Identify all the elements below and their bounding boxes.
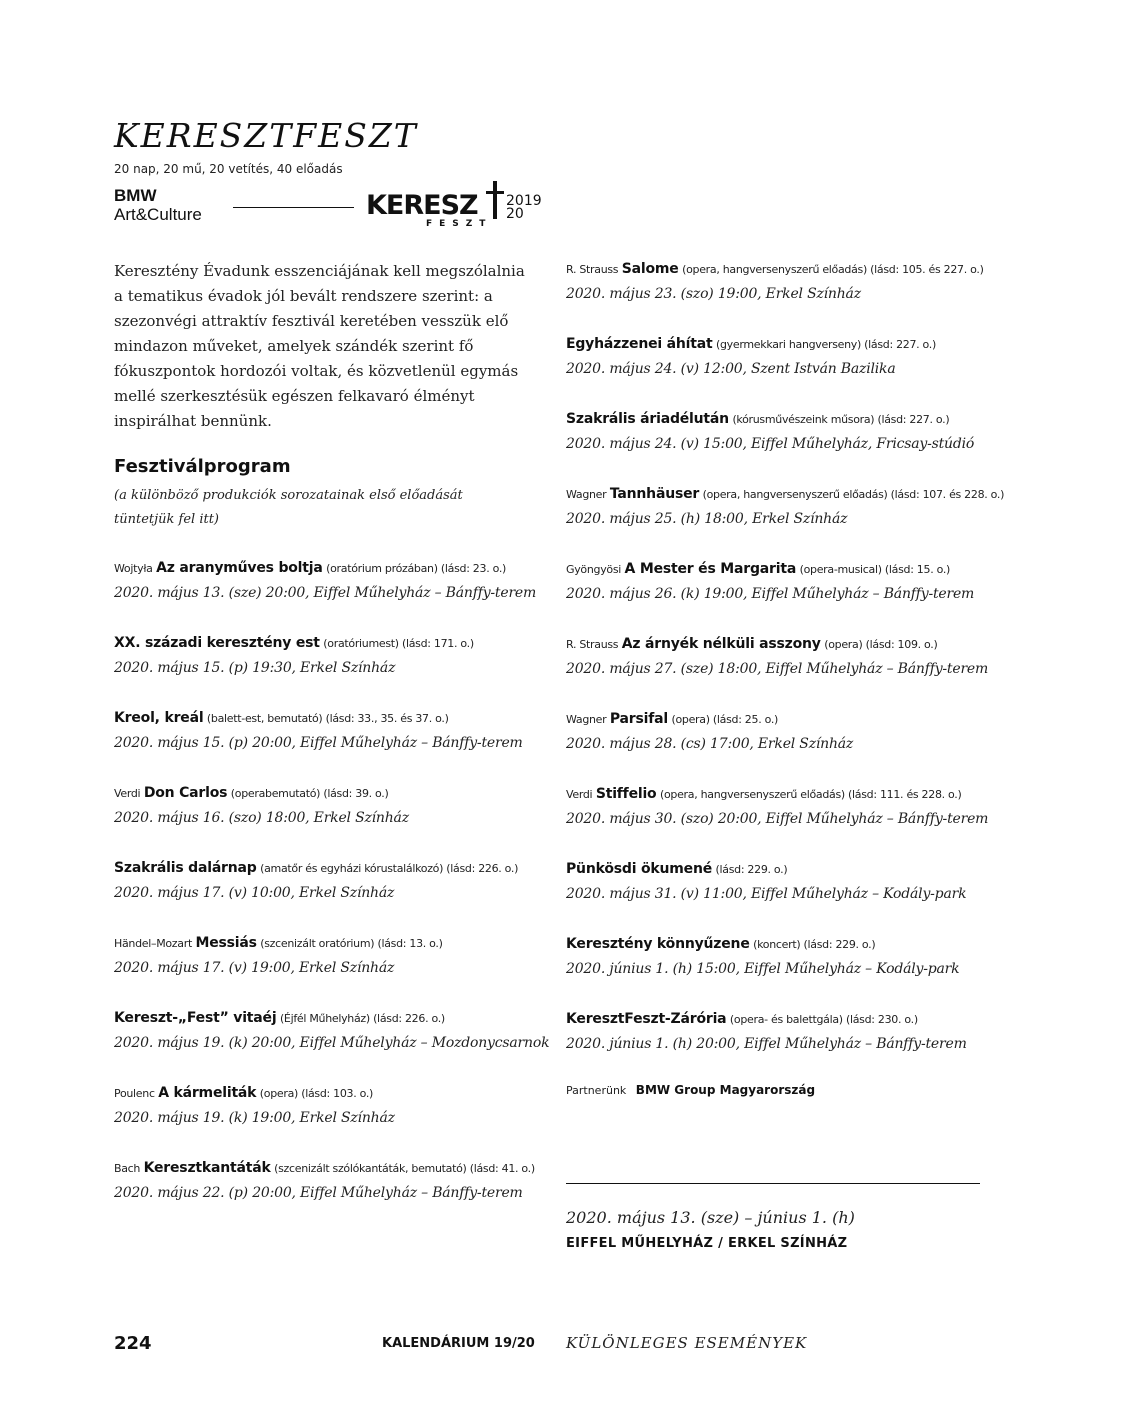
event-heading [566,783,988,805]
event-date-venue: 2020. június 1. (h) 20:00, Eiffel Műhelyház – Bánffy-terem [566,1036,967,1052]
event-date-venue: 2020. május 16. (szo) 18:00, Erkel Színház [114,810,409,826]
event-date-venue: 2020. május 23. (szo) 19:00, Erkel Színház [566,286,861,302]
event-heading [114,932,443,954]
event-composer: R. Strauss [566,263,619,276]
section-title: KÜLÖNLEGES ESEMÉNYEK [566,1334,808,1352]
event-description: (operabemutató) (lásd: 39. o.) [230,787,389,800]
event-date-venue: 2020. május 28. (cs) 17:00, Erkel Színház [566,736,854,752]
event-description: (opera- és balettgála) (lásd: 230. o.) [729,1013,918,1026]
program-event [566,858,966,905]
event-title: Szakrális dalárnap [114,860,257,876]
program-event [566,708,853,755]
event-description: (opera-musical) (lásd: 15. o.) [799,563,951,576]
program-event [114,782,409,829]
event-date-venue: 2020. május 13. (sze) 20:00, Eiffel Műhelyház – Bánffy-terem [114,585,537,601]
event-title: Don Carlos [143,785,228,801]
event-composer: Gyöngyösi [566,563,622,576]
event-date-venue: 2020. május 19. (k) 20:00, Eiffel Műhelyház – Mozdonycsarnok [114,1035,550,1051]
event-title: Keresztkantáták [143,1160,271,1176]
event-heading [566,633,988,655]
program-event [566,633,988,680]
event-description: (oratórium prózában) (lásd: 23. o.) [326,562,507,575]
event-composer: R. Strauss [566,638,619,651]
bmw-art-culture-logo [114,186,202,224]
cross-icon [493,181,497,219]
page-number: 224 [114,1333,152,1354]
event-title: Az aranyműves boltja [156,560,323,576]
event-title: KeresztFeszt-Zárória [566,1011,727,1027]
event-title: Tannhäuser [609,486,700,502]
program-event [114,1007,549,1054]
event-description: (opera) (lásd: 25. o.) [671,713,779,726]
event-composer: Wagner [566,713,607,726]
event-description: (opera) (lásd: 103. o.) [259,1087,374,1100]
event-title: Kereszt-„Fest” vitaéj [114,1010,277,1026]
event-heading [114,1157,535,1179]
event-description: (opera) (lásd: 109. o.) [824,638,938,651]
program-event [566,483,1004,530]
event-heading [114,632,474,654]
program-event [114,557,536,604]
event-description: (oratóriumest) (lásd: 171. o.) [323,637,474,650]
event-heading [114,782,409,804]
event-heading [566,933,959,955]
event-composer: Verdi [114,787,141,800]
event-title: A Mester és Margarita [624,561,797,577]
program-event [114,1157,535,1204]
event-heading [114,707,523,729]
event-date-venue: 2020. május 22. (p) 20:00, Eiffel Műhelyház – Bánffy-terem [114,1185,523,1201]
partner-name: BMW Group Magyarország [635,1083,816,1097]
event-title: A kármeliták [158,1085,257,1101]
program-event [114,857,518,904]
event-description: (balett-est, bemutató) (lásd: 33., 35. és 37. o.) [206,712,449,725]
event-heading [114,1082,395,1104]
program-event [114,632,474,679]
festival-dates: 2020. május 13. (sze) – június 1. (h) [566,1208,855,1227]
event-date-venue: 2020. május 27. (sze) 18:00, Eiffel Műhelyház – Bánffy-terem [566,661,989,677]
event-heading [566,408,974,430]
event-title: Kreol, kreál [114,710,204,726]
closing-divider [566,1183,980,1184]
event-description: (szcenizált szólókantáták, bemutató) (lásd: 41. o.) [274,1162,535,1175]
event-description: (amatőr és egyházi kórustalálkozó) (lásd: 226. o.) [260,862,519,875]
event-composer: Wojtyła [114,562,153,575]
event-date-venue: 2020. május 15. (p) 20:00, Eiffel Műhelyház – Bánffy-terem [114,735,523,751]
program-event [566,933,959,980]
subtitle: 20 nap, 20 mű, 20 vetítés, 40 előadás [114,162,343,176]
event-title: Egyházzenei áhítat [566,336,713,352]
logo-year-top: 2019 [506,193,542,209]
program-event [566,558,974,605]
event-date-venue: 2020. május 24. (v) 15:00, Eiffel Műhelyház, Fricsay-stúdió [566,436,975,452]
event-date-venue: 2020. május 31. (v) 11:00, Eiffel Műhelyház – Kodály-park [566,886,967,902]
event-description: (opera, hangversenyszerű előadás) (lásd: 107. és 228. o.) [702,488,1005,501]
event-description: (koncert) (lásd: 229. o.) [753,938,876,951]
program-event [566,258,984,305]
event-composer: Händel–Mozart [114,937,192,950]
keresztfeszt-logo-small: FESZT [426,219,493,229]
event-date-venue: 2020. május 30. (szo) 20:00, Eiffel Műhelyház – Bánffy-terem [566,811,989,827]
keresztfeszt-logo-word: KERESZ [366,190,478,221]
program-event [566,783,988,830]
logo-year-bottom: 20 [506,206,524,222]
event-description: (gyermekkari hangverseny) (lásd: 227. o.) [716,338,936,351]
event-heading [566,483,1004,505]
cross-icon-bar [486,191,504,194]
event-description: (opera, hangversenyszerű előadás) (lásd: 111. és 228. o.) [659,788,962,801]
event-title: Messiás [195,935,257,951]
event-date-venue: 2020. május 17. (v) 10:00, Erkel Színház [114,885,395,901]
event-title: Pünkösdi ökumené [566,861,713,877]
event-composer: Bach [114,1162,141,1175]
event-heading [114,857,518,879]
page-title: KERESZTFESZT [114,116,418,155]
keresztfeszt-logo [366,180,542,236]
event-heading [566,1008,967,1030]
event-description: (kórusművészeink műsora) (lásd: 227. o.) [732,413,950,426]
event-title: Stiffelio [595,786,657,802]
event-date-venue: 2020. május 26. (k) 19:00, Eiffel Műhelyház – Bánffy-terem [566,586,975,602]
event-description: (Éjfél Műhelyház) (lásd: 226. o.) [279,1012,445,1025]
intro-paragraph: Keresztény Évadunk esszenciájának kell megszólalnia a tematikus évadok jól bevált rendszere szerint: a szezonvégi attraktív fesztivál keretében vesszük elő mindazon műveket, amelyek szándék szerint fő fókuszpontok hordozói voltak, és közvetlenül egymás mellé szerkesztésük egészen felkavaró élményt inspirálhat bennünk. [114,262,525,430]
event-title: Szakrális áriadélután [566,411,729,427]
event-description: (szcenizált oratórium) (lásd: 13. o.) [260,937,443,950]
event-date-venue: 2020. május 25. (h) 18:00, Erkel Színház [566,511,848,527]
event-heading [566,333,936,355]
event-title: XX. századi keresztény est [114,635,320,651]
program-event [114,932,443,979]
event-date-venue: 2020. május 19. (k) 19:00, Erkel Színház [114,1110,395,1126]
program-note: (a különböző produkciók sorozatainak első előadását tüntetjük fel itt) [114,488,463,527]
event-heading [114,1007,549,1029]
event-heading [566,858,966,880]
program-event [566,408,974,455]
program-event [114,1082,395,1129]
event-date-venue: 2020. május 15. (p) 19:30, Erkel Színház [114,660,396,676]
event-composer: Poulenc [114,1087,155,1100]
event-heading [566,708,853,730]
running-title: KALENDÁRIUM 19/20 [382,1336,535,1351]
program-heading: Fesztiválprogram [114,456,291,477]
partner-line [566,1083,815,1097]
event-description: (lásd: 229. o.) [715,863,788,876]
event-title: Az árnyék nélküli asszony [621,636,821,652]
event-heading [114,557,536,579]
program-event [114,707,523,754]
event-title: Parsifal [609,711,668,727]
event-description: (opera, hangversenyszerű előadás) (lásd: 105. és 227. o.) [682,263,984,276]
event-heading [566,558,974,580]
event-composer: Wagner [566,488,607,501]
event-date-venue: 2020. június 1. (h) 15:00, Eiffel Műhelyház – Kodály-park [566,961,960,977]
program-event [566,1008,967,1055]
event-heading [566,258,984,280]
partner-label: Partnerünk [566,1084,627,1097]
bmw-logo-line2: Art&Culture [114,205,202,224]
festival-venues: EIFFEL MŰHELYHÁZ / ERKEL SZÍNHÁZ [566,1236,848,1251]
event-title: Keresztény könnyűzene [566,936,750,952]
event-date-venue: 2020. május 24. (v) 12:00, Szent István Bazilika [566,361,896,377]
program-event [566,333,936,380]
bmw-logo-line1: BMW [114,186,157,205]
event-date-venue: 2020. május 17. (v) 19:00, Erkel Színház [114,960,395,976]
logo-divider [233,207,354,208]
event-composer: Verdi [566,788,593,801]
event-title: Salome [621,261,679,277]
